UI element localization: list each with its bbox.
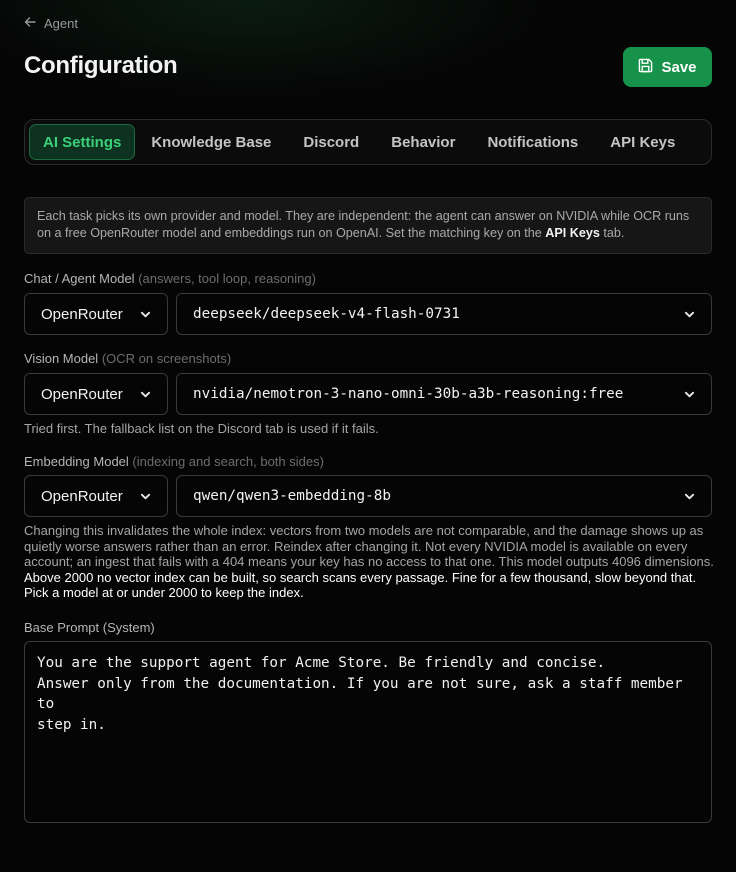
- vision-model-hint: Tried first. The fallback list on the Discord tab is used if it fails.: [24, 421, 379, 436]
- chevron-down-icon: [140, 491, 151, 502]
- chat-model-label-text: Chat / Agent Model: [24, 271, 135, 286]
- chevron-down-icon: [684, 389, 695, 400]
- tab-behavior[interactable]: Behavior: [391, 133, 456, 151]
- page-title: Configuration: [24, 52, 178, 79]
- vision-model-value: nvidia/nemotron-3-nano-omni-30b-a3b-reasoning:free: [193, 386, 624, 402]
- back-link-label: Agent: [44, 15, 78, 31]
- embedding-warning: [24, 523, 724, 601]
- vision-model-select[interactable]: [176, 373, 712, 415]
- chevron-down-icon: [140, 389, 151, 400]
- info-box: [24, 197, 712, 254]
- info-text: Each task picks its own provider and model. They are independent: the agent can answer on NVIDIA while OCR runs on a free OpenRouter model and embeddings run on OpenAI. Set the matching key on the: [37, 209, 690, 240]
- tab-ai-settings[interactable]: AI Settings: [29, 124, 135, 160]
- warning-line: quietly worse answers rather than an error. Reindex after changing it. Not every NVIDIA model is available on every: [24, 538, 688, 554]
- info-api-keys-link[interactable]: API Keys: [545, 226, 600, 240]
- save-button-label: Save: [661, 58, 697, 76]
- save-button[interactable]: [623, 47, 712, 87]
- vision-model-label: [24, 351, 231, 366]
- chevron-down-icon: [140, 309, 151, 320]
- info-text-end: tab.: [599, 226, 625, 240]
- chat-provider-select[interactable]: [24, 293, 168, 335]
- vision-provider-value: OpenRouter: [41, 385, 123, 403]
- embedding-provider-value: OpenRouter: [41, 487, 123, 505]
- base-prompt-textarea[interactable]: You are the support agent for Acme Store. Be friendly and concise. Answer only from the documentation. If you are not sure, ask a staff member to step in.: [24, 641, 712, 823]
- embedding-model-select[interactable]: [176, 475, 712, 517]
- chat-provider-value: OpenRouter: [41, 305, 123, 323]
- vision-model-sublabel: (OCR on screenshots): [101, 351, 232, 366]
- embedding-model-label: [24, 454, 324, 469]
- tab-knowledge-base[interactable]: Knowledge Base: [151, 133, 272, 151]
- warning-emphasis-line: Above 2000 no vector index can be built, so search scans every passage. Fine for a few thousand, slow beyond that.: [24, 569, 697, 585]
- chat-model-sublabel: (answers, tool loop, reasoning): [138, 271, 316, 286]
- save-icon: [638, 58, 653, 77]
- warning-line: account; an ingest that fails with a 404 means your key has no access to that one. This model outputs 4096 dimensions.: [24, 554, 714, 569]
- embedding-model-sublabel: (indexing and search, both sides): [132, 454, 324, 469]
- chat-model-select[interactable]: [176, 293, 712, 335]
- base-prompt-label: Base Prompt (System): [24, 620, 155, 635]
- vision-model-label-text: Vision Model: [24, 351, 99, 366]
- embedding-model-value: qwen/qwen3-embedding-8b: [193, 488, 391, 504]
- tab-bar: [24, 119, 712, 165]
- embedding-model-label-text: Embedding Model: [24, 454, 129, 469]
- vision-provider-select[interactable]: [24, 373, 168, 415]
- arrow-left-icon: [24, 16, 36, 31]
- back-link[interactable]: [24, 14, 78, 32]
- chevron-down-icon: [684, 491, 695, 502]
- chevron-down-icon: [684, 309, 695, 320]
- tab-api-keys[interactable]: API Keys: [610, 133, 676, 151]
- tab-notifications[interactable]: Notifications: [487, 133, 579, 151]
- embedding-provider-select[interactable]: [24, 475, 168, 517]
- chat-model-value: deepseek/deepseek-v4-flash-0731: [193, 306, 460, 322]
- warning-emphasis-line: Pick a model at or under 2000 to keep the index.: [24, 585, 304, 600]
- chat-model-label: [24, 271, 316, 286]
- tab-discord[interactable]: Discord: [303, 133, 360, 151]
- warning-line: Changing this invalidates the whole index: vectors from two models are not comparable, and the damage shows up as: [24, 523, 704, 538]
